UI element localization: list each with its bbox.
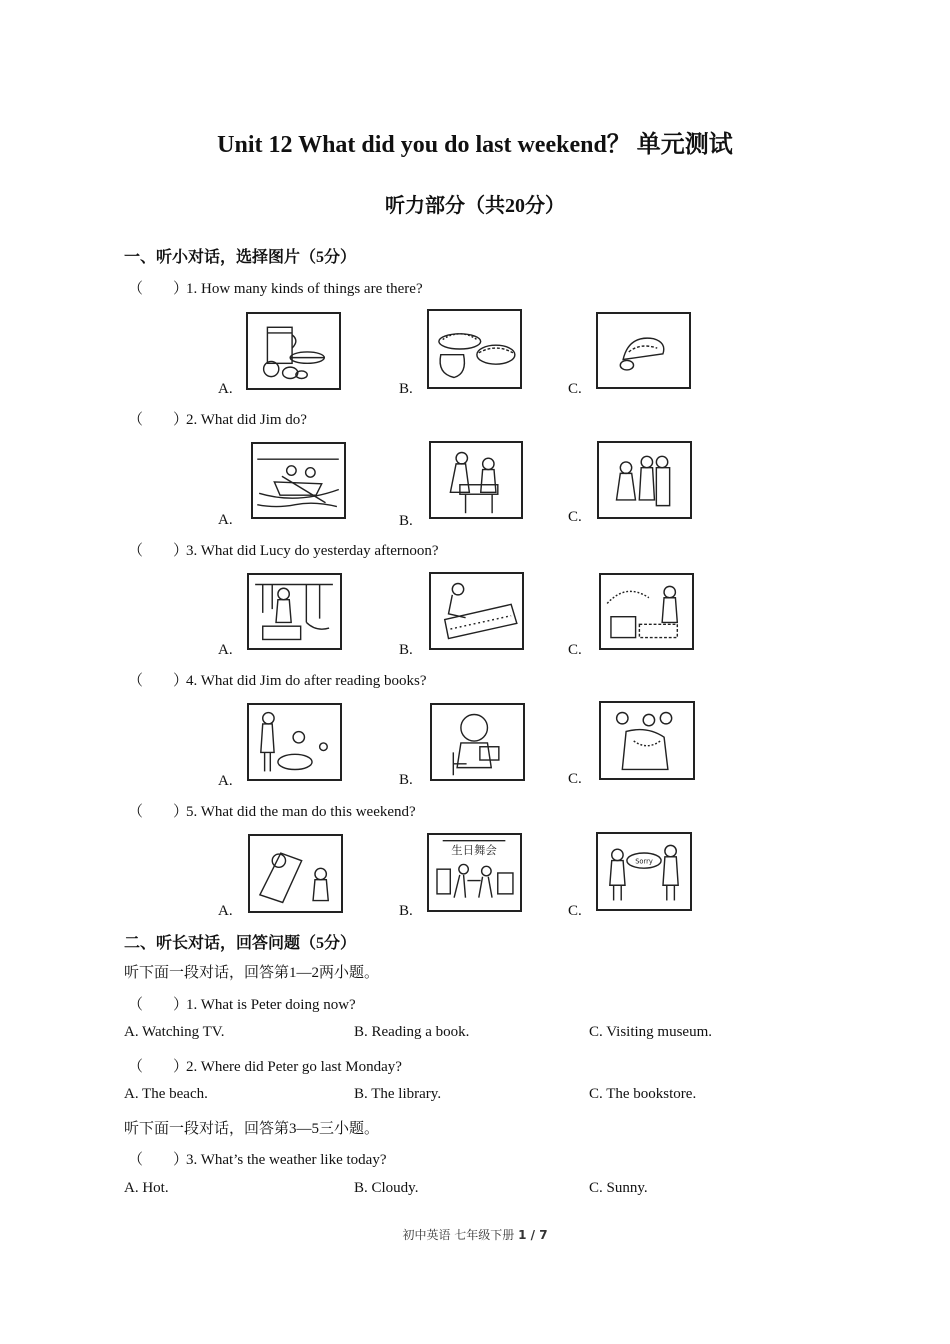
cooking-picture[interactable] <box>429 441 523 519</box>
question-text: 1. How many kinds of things are there? <box>186 281 423 297</box>
choice-c[interactable]: C. Sunny. <box>589 1180 648 1196</box>
choice-b[interactable]: B. Cloudy. <box>354 1180 419 1196</box>
food-plate-picture[interactable] <box>427 309 522 389</box>
kitchen-items-picture[interactable] <box>246 312 341 390</box>
birthday-party-picture[interactable] <box>427 833 522 912</box>
long-question-3 <box>128 1148 387 1169</box>
hat-picture[interactable] <box>596 312 691 389</box>
page-number: 1 / 7 <box>518 1228 548 1242</box>
answer-blank[interactable]: （ ） <box>128 412 189 428</box>
option-b-label: B. <box>399 772 413 788</box>
boy-reading-picture[interactable] <box>430 703 525 781</box>
choice-a[interactable]: A. Watching TV. <box>124 1024 225 1040</box>
family-picture[interactable] <box>597 441 692 519</box>
choice-c[interactable]: C. The bookstore. <box>589 1086 697 1102</box>
boat-rowing-picture[interactable] <box>251 442 346 519</box>
option-a-label: A. <box>218 773 233 789</box>
option-a-label: A. <box>218 381 233 397</box>
answer-blank[interactable]: （ ） <box>128 543 189 559</box>
choice-c[interactable]: C. Visiting museum. <box>589 1024 713 1040</box>
long-question-1 <box>128 993 356 1014</box>
option-c-label: C. <box>568 642 582 658</box>
page-title: Unit 12 What did you do last weekend？ 单元测试 <box>217 132 733 158</box>
answer-blank[interactable]: （ ） <box>128 1152 189 1168</box>
page-footer <box>0 1226 950 1243</box>
section2-heading: 二、听长对话，回答问题（5分） <box>124 935 357 952</box>
choice-a[interactable]: A. Hot. <box>124 1180 169 1196</box>
option-b-label: B. <box>399 642 413 658</box>
kids-playing-picture[interactable] <box>247 703 342 781</box>
dialogue-intro-1: 听下面一段对话，回答第1—2两小题。 <box>124 965 380 981</box>
option-b-label: B. <box>399 903 413 919</box>
question-1 <box>128 277 423 298</box>
question-text: 3. What’s the weather like today? <box>186 1152 387 1168</box>
question-3 <box>128 539 439 560</box>
answer-blank[interactable]: （ ） <box>128 997 189 1013</box>
garden-picture[interactable] <box>599 573 694 650</box>
answer-blank[interactable]: （ ） <box>128 281 189 297</box>
footer-text: 初中英语 七年级下册 <box>402 1228 515 1242</box>
choice-b[interactable]: B. The library. <box>354 1086 442 1102</box>
question-text: 2. What did Jim do? <box>186 412 307 428</box>
question-text: 1. What is Peter doing now? <box>186 997 356 1013</box>
question-2 <box>128 408 307 429</box>
option-a-label: A. <box>218 512 233 528</box>
option-c-label: C. <box>568 771 582 787</box>
option-b-label: B. <box>399 381 413 397</box>
option-c-label: C. <box>568 381 582 397</box>
section1-heading: 一、听小对话，选择图片（5分） <box>124 249 357 266</box>
dialogue-intro-2: 听下面一段对话，回答第3—5三小题。 <box>124 1121 380 1137</box>
option-a-label: A. <box>218 903 233 919</box>
section-subtitle: 听力部分（共20分） <box>385 195 565 217</box>
question-text: 5. What did the man do this weekend? <box>186 804 416 820</box>
option-a-label: A. <box>218 642 233 658</box>
speech-bubble-text: Sorry <box>635 857 653 866</box>
option-c-label: C. <box>568 903 582 919</box>
answer-blank[interactable]: （ ） <box>128 673 189 689</box>
apology-picture[interactable] <box>596 832 692 911</box>
question-text: 3. What did Lucy do yesterday afternoon? <box>186 543 439 559</box>
question-5 <box>128 800 416 821</box>
man-sitting-picture[interactable] <box>248 834 343 913</box>
long-question-2 <box>128 1055 402 1076</box>
answer-blank[interactable]: （ ） <box>128 1059 189 1075</box>
choice-b[interactable]: B. Reading a book. <box>354 1024 470 1040</box>
option-b-label: B. <box>399 513 413 529</box>
option-c-label: C. <box>568 509 582 525</box>
question-text: 4. What did Jim do after reading books? <box>186 673 427 689</box>
shopping-picture[interactable] <box>599 701 695 780</box>
question-4 <box>128 669 427 690</box>
question-text: 2. Where did Peter go last Monday? <box>186 1059 402 1075</box>
answer-blank[interactable]: （ ） <box>128 804 189 820</box>
washing-clothes-picture[interactable] <box>247 573 342 650</box>
choice-a[interactable]: A. The beach. <box>124 1086 208 1102</box>
making-bed-picture[interactable] <box>429 572 524 650</box>
birthday-banner-text: 生日舞会 <box>451 842 497 857</box>
